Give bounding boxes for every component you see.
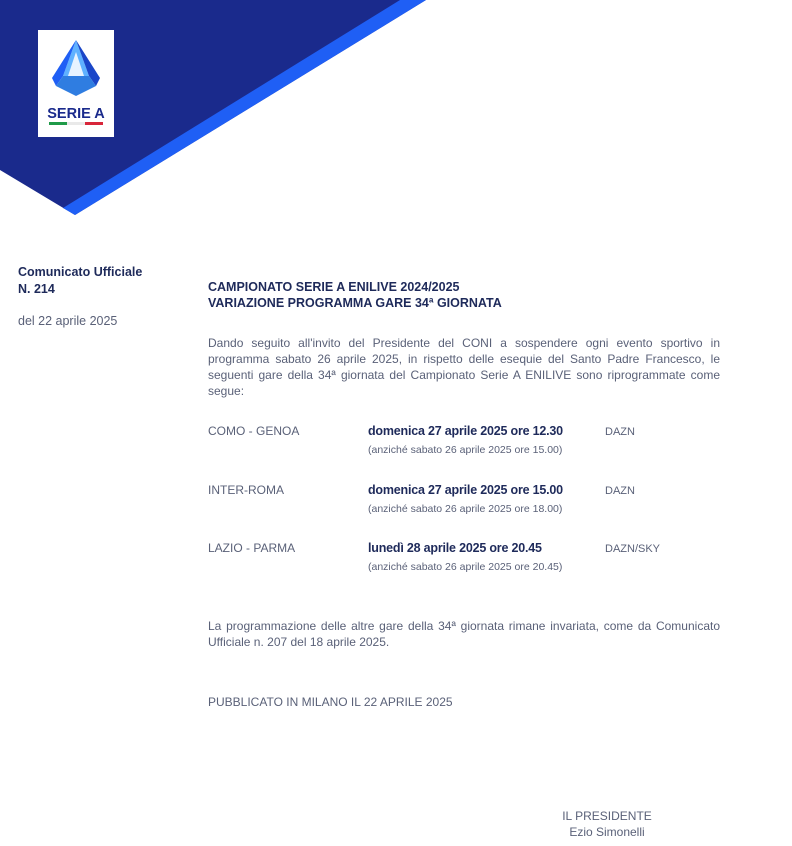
match-broadcaster: DAZN [605, 426, 635, 438]
match-new-time: domenica 27 aprile 2025 ore 12.30 [368, 424, 563, 438]
heading-line-1: CAMPIONATO SERIE A ENILIVE 2024/2025 [208, 280, 460, 294]
match-original-time: (anziché sabato 26 aprile 2025 ore 20.45) [368, 561, 563, 573]
closing-paragraph: La programmazione delle altre gare della 34ª giornata rimane invariata, come da Comunicato Ufficiale n. 207 del 18 aprile 2025. [208, 619, 720, 649]
communique-title: Comunicato Ufficiale [18, 265, 143, 279]
match-row-inter-roma [208, 483, 728, 523]
logo-text: SERIE A [47, 106, 105, 122]
signature-block [540, 808, 674, 840]
signature-name: Ezio Simonelli [569, 825, 645, 839]
communique-date: del 22 aprile 2025 [18, 314, 118, 328]
main-heading [208, 279, 720, 311]
intro-paragraph: Dando seguito all'invito del Presidente del CONI a sospendere ogni evento sportivo in programma sabato 26 aprile 2025, in rispetto delle esequie del Santo Padre Francesco, le seguenti gare della 34ª giornata del Campionato Serie A ENILIVE sono riprogrammate come segue: [208, 336, 720, 398]
match-row-lazio-parma [208, 541, 728, 581]
communique-number: N. 214 [18, 282, 55, 296]
match-row-como-genoa [208, 424, 728, 464]
header-banner [0, 0, 792, 220]
published-note: PUBBLICATO IN MILANO IL 22 APRILE 2025 [208, 695, 453, 709]
sidebar [18, 264, 188, 328]
match-new-time: lunedì 28 aprile 2025 ore 20.45 [368, 541, 542, 555]
match-broadcaster: DAZN/SKY [605, 543, 661, 555]
match-new-time: domenica 27 aprile 2025 ore 15.00 [368, 483, 563, 497]
serie-a-crest-icon [52, 40, 100, 96]
match-teams: COMO - GENOA [208, 424, 300, 438]
match-broadcaster: DAZN [605, 485, 635, 497]
signature-role: IL PRESIDENTE [562, 809, 652, 823]
match-original-time: (anziché sabato 26 aprile 2025 ore 18.00) [368, 503, 563, 515]
match-teams: LAZIO - PARMA [208, 541, 296, 555]
match-original-time: (anziché sabato 26 aprile 2025 ore 15.00) [368, 444, 563, 456]
match-teams: INTER-ROMA [208, 483, 284, 497]
serie-a-logo [38, 30, 114, 137]
heading-line-2: VARIAZIONE PROGRAMMA GARE 34ª GIORNATA [208, 296, 502, 310]
